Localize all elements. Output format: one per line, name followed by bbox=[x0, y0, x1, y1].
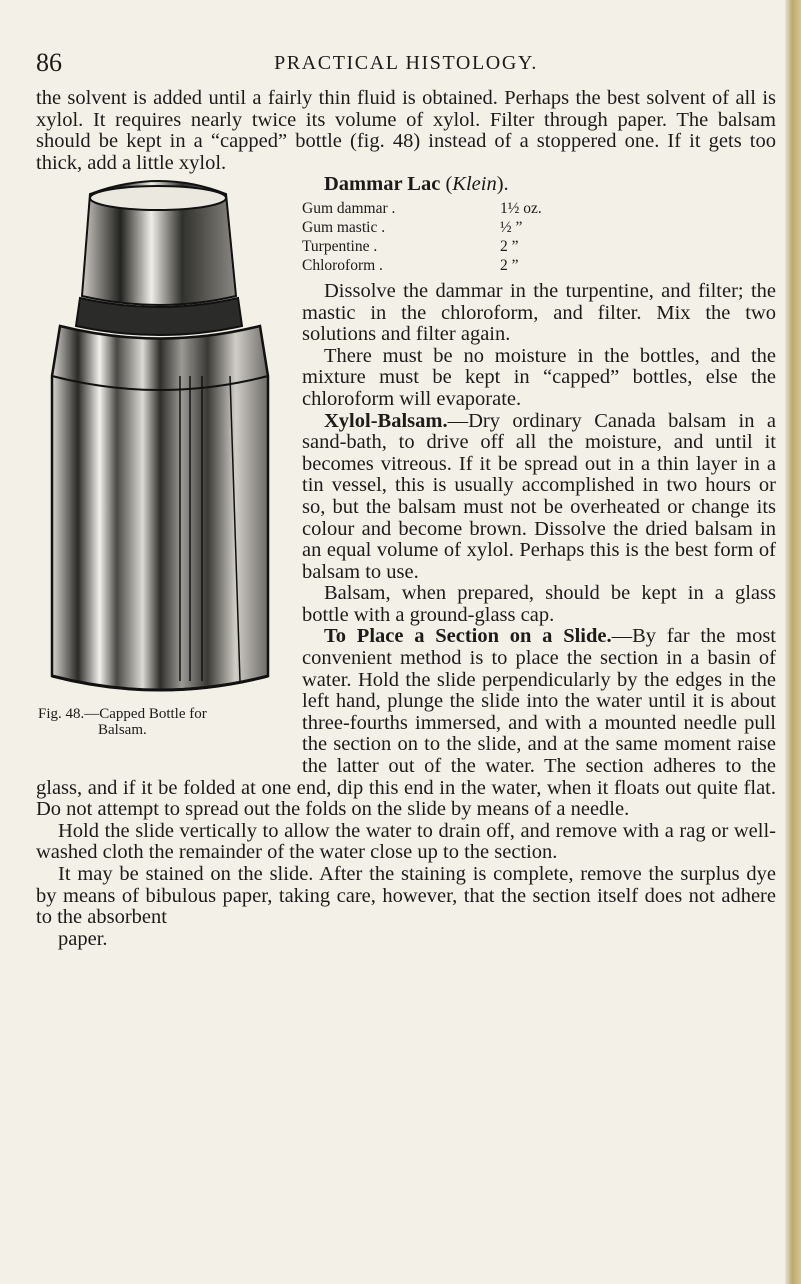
paragraph-stain bbox=[36, 864, 776, 950]
place-section-heading: To Place a Section on a Slide. bbox=[324, 625, 612, 648]
figure-caption bbox=[38, 706, 288, 738]
paragraph-stain-text: It may be stained on the slide. After the staining is complete, remove the surplus dye by means of bibulous paper, taking care, however, that the section itself does not adhere to the absorbent bbox=[36, 863, 776, 929]
capped-bottle-illustration bbox=[30, 176, 292, 706]
recipe-quantity: 1½ oz. bbox=[500, 199, 542, 217]
recipe-ingredient: Chloroform . bbox=[302, 256, 383, 274]
dammar-lac-heading: Dammar Lac (Klein). bbox=[324, 173, 509, 196]
recipe-ingredient: Turpentine . bbox=[302, 237, 378, 255]
figure-48 bbox=[30, 176, 292, 768]
recipe-ingredient: Gum dammar . bbox=[302, 199, 396, 217]
place-section-text: —By far the most convenient method is to place the section in a basin of water. Hold the slide perpendicularly by the edges in the left hand, plunge the slide into the water until it is about three-fourths immersed, and with a mounted needle pull the section on to the slide, and at the same moment raise the latter out of the water. The section adheres to the glass, and if it be folded at one end, dip this end in the water, when it floats out quite flat. Do not attempt to spread out the folds on the slide by means of a needle. bbox=[36, 625, 776, 821]
recipe-quantity: 2 ” bbox=[500, 256, 519, 274]
recipe-quantity: 2 ” bbox=[500, 237, 519, 255]
dammar-author: Klein bbox=[452, 173, 497, 196]
paragraph-balsam-storage: Balsam, when prepared, should be kept in a glass bottle with a ground-glass cap. bbox=[302, 582, 776, 626]
dammar-heading-text: Dammar Lac bbox=[324, 173, 441, 196]
recipe-quantity: ½ ” bbox=[500, 218, 523, 236]
paragraph-solvent bbox=[36, 88, 776, 174]
page-edge bbox=[785, 0, 801, 1284]
xylol-balsam-heading: Xylol-Balsam. bbox=[324, 409, 448, 432]
recipe-ingredient: Gum mastic . bbox=[302, 218, 386, 236]
page-header bbox=[36, 48, 776, 78]
figure-caption-line1: Fig. 48.—Capped Bottle for bbox=[38, 706, 207, 723]
recipe-row bbox=[302, 256, 562, 275]
xylol-balsam-text: —Dry ordinary Canada balsam in a sand-bath, to drive off all the moisture, and until it becomes vitreous. If it be spread out in a thin layer in a tin vessel, this is usually accomplished in two hours or so, but the balsam must not be overheated or change its colour and become brown. Dissolve the dried balsam in an equal volume of xylol. Perhaps this is the best form of balsam to use. bbox=[302, 409, 776, 583]
running-head: PRACTICAL HISTOLOGY. bbox=[274, 52, 538, 74]
paragraph-stain-end: paper. bbox=[58, 927, 108, 950]
recipe-row bbox=[302, 218, 562, 237]
recipe-row bbox=[302, 237, 562, 256]
paragraph-moisture: There must be no moisture in the bottles, and the mixture must be kept in “capped” bottles, else the chloroform will evaporate. bbox=[302, 344, 776, 410]
paragraph-dissolve: Dissolve the dammar in the turpentine, and filter; the mastic in the chloroform, and filter. Mix the two solutions and filter again. bbox=[302, 279, 776, 346]
paragraph-solvent-text: the solvent is added until a fairly thin fluid is obtained. Perhaps the best solvent of all is xylol. It requires nearly twice its volume of xylol. Filter through paper. The balsam should be kept in a “capped” bottle (fig. 48) instead of a stoppered one. If it gets too thick, add a little xylol. bbox=[36, 87, 776, 174]
page-number: 86 bbox=[36, 48, 62, 77]
recipe-row bbox=[302, 199, 562, 218]
paragraph-hold-slide: Hold the slide vertically to allow the water to drain off, and remove with a rag or well-washed cloth the remainder of the water close up to the section. bbox=[36, 819, 776, 864]
body-text bbox=[36, 88, 776, 950]
figure-caption-line2: Balsam. bbox=[98, 722, 147, 739]
